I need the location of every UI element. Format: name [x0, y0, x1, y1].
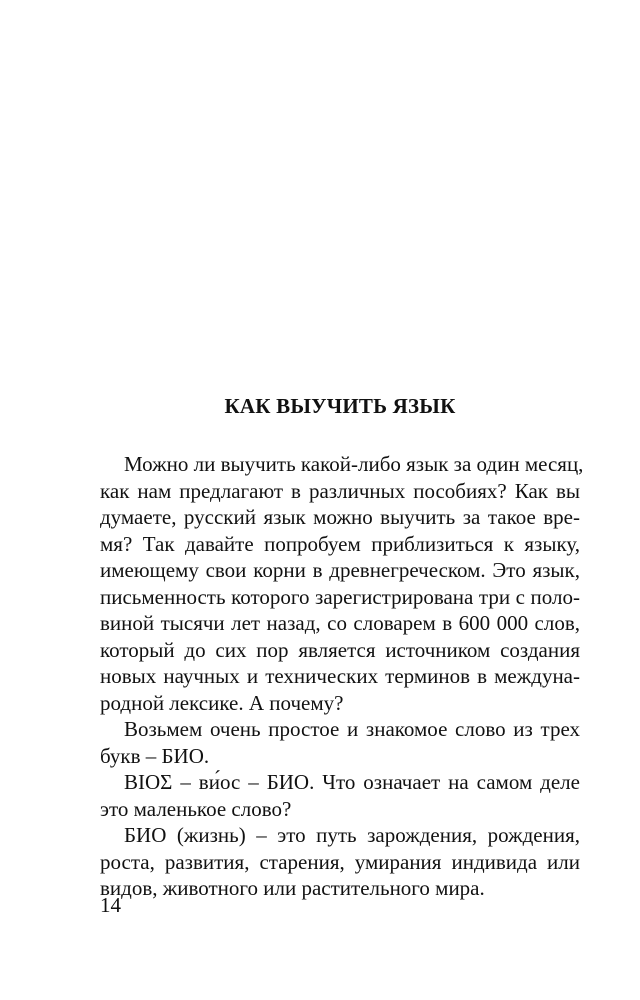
page-number: 14 [100, 893, 121, 917]
text-line: ΒΙΟΣ – ви́ос – БИО. Что означает на самом деле [124, 770, 580, 794]
text-line: как нам предлагают в различных пособиях? Как вы [100, 478, 580, 503]
text-line: мя? Так давайте попробуем приблизиться к языку, [100, 531, 580, 556]
text-line: думаете, русский язык можно выучить за такое вре- [100, 505, 580, 529]
text-line: это маленькое слово? [100, 796, 292, 821]
chapter-title: КАК ВЫУЧИТЬ ЯЗЫК [224, 394, 456, 418]
text-line: букв – БИО. [100, 743, 210, 768]
body-text [100, 451, 584, 902]
text-line: Возьмем очень простое и знакомое слово из трех [124, 717, 580, 741]
text-line: имеющему свои корни в древнегреческом. Это язык, [100, 558, 580, 582]
text-line: виной тысячи лет назад, со словарем в 600 000 слов, [100, 611, 580, 635]
text-line: Можно ли выучить какой-либо язык за один месяц, [124, 452, 584, 476]
text-line: роста, развития, старения, умирания индивида или [100, 849, 580, 874]
text-line: БИО (жизнь) – это путь зарождения, рождения, [124, 823, 580, 847]
text-line: видов, животного или растительного мира. [100, 876, 485, 900]
text-line: новых научных и технических терминов в междуна- [100, 664, 580, 688]
text-line: который до сих пор является источником создания [100, 637, 580, 662]
text-line: письменность которого зарегистрирована три с поло- [100, 584, 580, 609]
text-line: родной лексике. А почему? [100, 690, 344, 715]
